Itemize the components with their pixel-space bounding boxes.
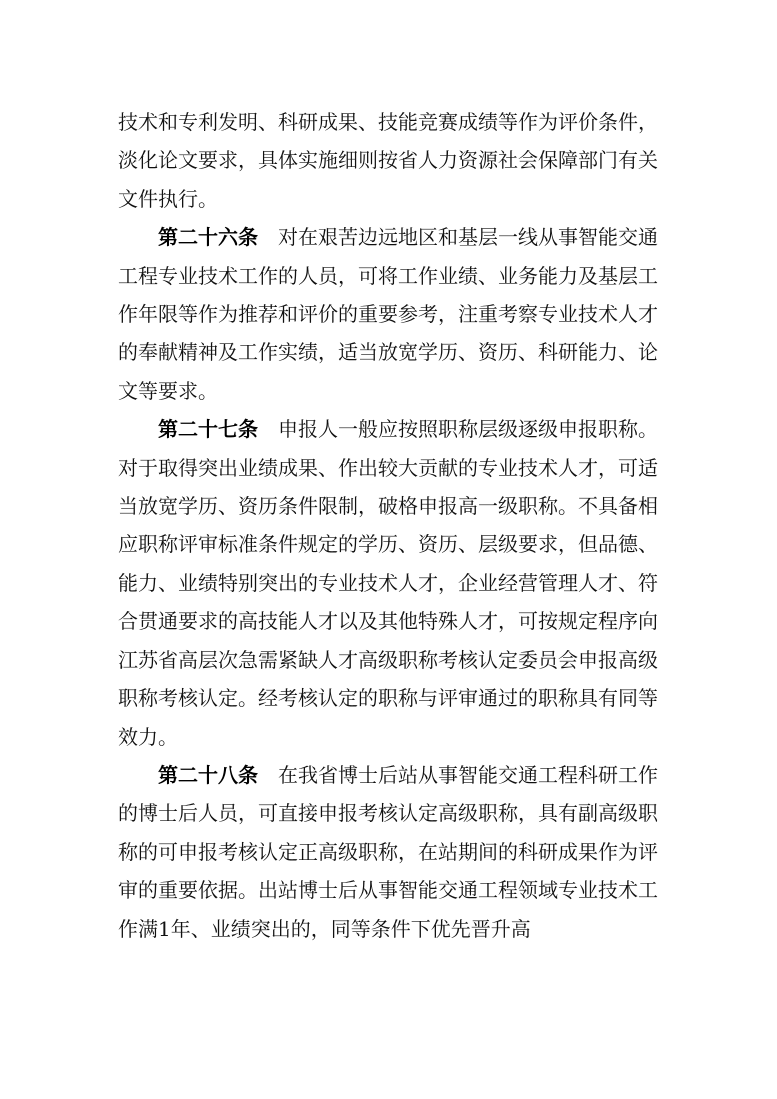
paragraph-text: 技术和专利发明、科研成果、技能竞赛成绩等作为评价条件，淡化论文要求，具体实施细则按省人力资源社会保障部门有关文件执行。 [118,110,658,211]
article-28-paragraph [118,756,658,948]
article-number: 第二十六条 [158,225,258,250]
article-number: 第二十七条 [158,417,258,442]
paragraph-text: 对在艰苦边远地区和基层一线从事智能交通工程专业技术工作的人员，可将工作业绩、业务能力及基层工作年限等作为推荐和评价的重要参考，注重考察专业技术人才的奉献精神及工作实绩，适当放宽学历、资历、科研能力、论文等要求。 [118,225,658,403]
paragraph-text: 在我省博士后站从事智能交通工程科研工作的博士后人员，可直接申报考核认定高级职称，具有副高级职称的可申报考核认定正高级职称，在站期间的科研成果作为评审的重要依据。出站博士后从事智能交通工程领域专业技术工作满1年、业绩突出的，同等条件下优先晋升高 [118,762,658,941]
article-27-paragraph [118,410,658,756]
article-26-paragraph [118,218,658,410]
article-number: 第二十八条 [158,762,258,787]
paragraph-text: 申报人一般应按照职称层级逐级申报职称。对于取得突出业绩成果、作出较大贡献的专业技术人才，可适当放宽学历、资历条件限制，破格申报高一级职称。不具备相应职称评审标准条件规定的学历、资历、层级要求，但品德、能力、业绩特别突出的专业技术人才，企业经营管理人才、符合贯通要求的高技能人才以及其他特殊人才，可按规定程序向江苏省高层次急需紧缺人才高级职称考核认定委员会申报高级职称考核认定。经考核认定的职称与评审通过的职称具有同等效力。 [118,417,658,749]
document-body [118,103,658,948]
paragraph-continued [118,103,658,218]
